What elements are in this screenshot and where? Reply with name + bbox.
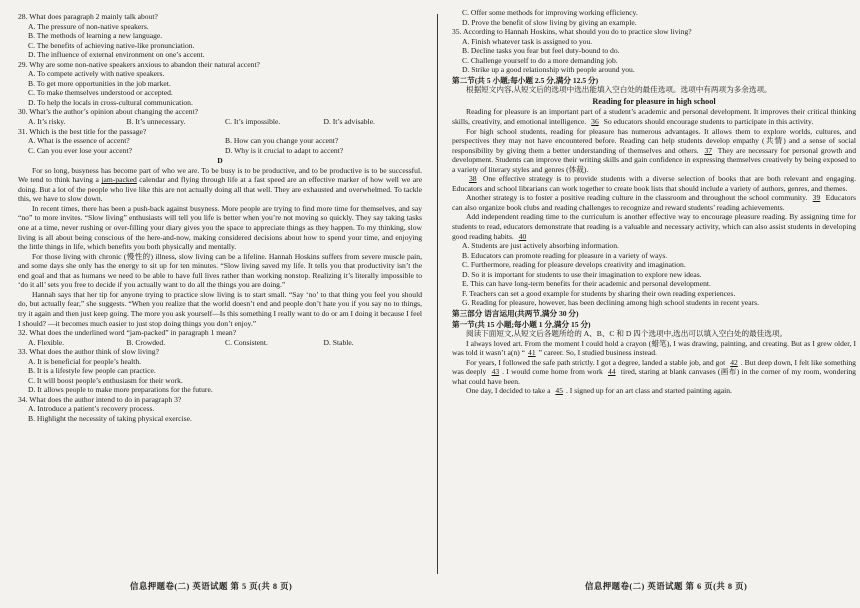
passage-d-paragraph-1: For so long, busyness has become part of who we are. To be busy is to be productive, and to be productive is to be successful. We tend to think having a jam-packed calendar and flying through life at a fast speed are an effective marker of how well we are doing. But a lot of the people who live like this are not actually doing all that well. They are exhausted and overwhelmed. To tackle this, we have to slow down. [18,165,422,204]
reading-p4-text-b: Educators can also organize book clubs and reading challenges to recognize and reward students’ reading achievements. [452,193,856,212]
q29-option-b: B. To get more opportunities in the job market. [28,78,171,88]
q32-option-a: A. Flexible. [28,337,65,347]
seven-choice-option-b: B. Educators can promote reading for pleasure in a variety of ways. [462,250,668,260]
q30-options [28,117,422,127]
q34-option-b: B. Highlight the necessity of taking physical exercise. [28,413,192,423]
question-34-stem: 34. What does the author intend to do in paragraph 3? [18,394,182,404]
q30-option-d: D. It’s advisable. [323,117,375,127]
reading-paragraph-4 [452,193,856,212]
section-2-heading: 第二节(共 5 小题;每小题 2.5 分,满分 12.5 分) [452,75,599,85]
passage-d-paragraph-4: Hannah says that her tip for anyone trying to practice slow living is to start small. “Say ‘no’ to that thing you feel you should do, but actually fear,” she suggests. “When you realize that the world doesn’t end and people don’t hate you if you say no to things, try it again and then just keep going. The more you ask yourself—Is this something I really want to do or am I doing it because I feel I should? —it becomes much easier to just stop doing things you don’t enjoy.” [18,289,422,328]
q31-option-d: D. Why is it crucial to adapt to accent? [225,145,344,155]
q31-option-a: A. What is the essence of accent? [28,136,130,146]
cloze-p2-text-c: . I would come home from work [502,367,603,377]
reading-p3-text: One effective strategy is to provide students with a diverse selection of books that are both relevant and engaging. Educators and school librarians can work together to create book lists that should include a variety of authors, genres, and themes. [452,174,856,193]
q29-option-a: A. To compete actively with native speakers. [28,69,165,79]
blank-45: 45 [555,386,563,396]
q29-option-c: C. To make themselves understood or accepted. [28,88,173,98]
q35-option-d: D. Strike up a good relationship with people around you. [462,65,635,75]
q28-option-c: C. The benefits of achieving native-like pronunciation. [28,40,195,50]
q33-option-d: D. It allows people to make more preparations for the future. [28,385,213,395]
cloze-paragraph-2 [452,358,856,387]
q31-option-b: B. How can you change your accent? [225,136,339,146]
q30-option-a: A. It’s risky. [28,117,66,127]
seven-choice-option-d: D. So it is important for students to use their imagination to explore new ideas. [462,269,702,279]
blank-37: 37 [704,145,713,155]
reading-p1-text-b: So educators should encourage students to participate in this activity. [603,117,814,127]
seven-choice-option-c: C. Furthermore, reading for pleasure develops creativity and imagination. [462,260,686,270]
q34-option-c: C. Offer some methods for improving working efficiency. [462,8,638,17]
blank-44: 44 [608,367,616,377]
q32-options [28,338,422,348]
q31-option-c: C. Can you ever lose your accent? [28,145,132,155]
reading-paragraph-3 [452,174,856,193]
blank-39: 39 [812,193,821,203]
q34-option-d: D. Prove the benefit of slow living by giving an example. [462,17,637,27]
reading-p5-text: Add independent reading time to the curriculum is another effective way to encourage pleasure reading. By assigning time for students to read, educators demonstrate that reading is a valuable and necessary activity, which can also assist students in developing good reading habits. [452,212,856,241]
blank-36: 36 [591,117,599,127]
question-30-stem: 30. What’s the author’s opinion about changing the accent? [18,107,199,117]
passage-d-paragraph-2: In recent times, there has been a push-back against busyness. More people are trying to find more time for themselves, and say “no” to more invites. “Slow living” enthusiasts will tell you life is better when you’re not moving so quickly. They say taking tasks one at a time, never rushing or over-filling your diary gives you the space to appreciate things as they happen. To my thinking, slow living is all about being conscious of the here-and-now, making considered decisions about how to spend your time, and enjoying the little things in life, which benefits you both physically and mentally. [18,203,422,252]
passage-title: Reading for pleasure in high school [592,96,716,106]
q35-option-c: C. Challenge yourself to do a more demanding job. [462,55,618,65]
passage-d-paragraph-3: For those living with chronic (慢性的) illness, slow living can be a lifeline. Hannah Hoskins suffers from severe muscle pain, and some days she only has the energy to sit up for ten minutes. “Slow living saved my life. It tells you that productivity isn’t the end goal and that as humans we need to be able to have full lives rather than working nonstop. Realizing it’s literally impossible to ‘do it all’ sets you free to decide if you actually want to do all the things you are doing.” [18,251,422,290]
blank-41: 41 [528,348,536,358]
cloze-p3-text-b: . I signed up for an art class and started painting again. [565,386,732,396]
q35-option-a: A. Finish whatever task is assigned to you. [462,36,593,46]
reading-p2-text-b: They are necessary for personal growth and development. Students can improve their writing skills and gain confidence in expressing themselves creatively by being exposed to a variety of literary styles and genres (体裁). [452,145,857,174]
q31-options-ab [28,136,422,146]
cloze-p2-text-a: For years, I followed the safe path strictly. I got a degree, landed a stable job, and got [466,357,726,367]
question-32-stem: 32. What does the underlined word “jam-packed” in paragraph 1 mean? [18,328,237,338]
q29-option-d: D. To help the locals in cross-cultural communication. [28,97,193,107]
cloze-p2-text-b: . But deep down, I felt like something was deeply [452,357,856,377]
cloze-paragraph-3 [452,386,856,396]
reading-p4-text-a: Another strategy is to foster a positive reading culture in the classroom and throughout the school community. [466,193,808,203]
section-1-instructions: 阅读下面短文,从短文后各题所给的 A、B、C 和 D 四个选项中,选出可以填入空白处的最佳选项。 [466,329,788,339]
seven-choice-option-e: E. This can have long-term benefits for their academic and personal development. [462,279,711,289]
page-footer-left: 信息押题卷(二) 英语试题 第 5 页(共 8 页) [130,582,293,591]
q33-option-a: A. It is beneficial for people’s health. [28,356,142,366]
q28-option-a: A. The pressure of non-native speakers. [28,21,149,31]
q34-option-a: A. Introduce a patient’s recovery process. [28,404,155,414]
column-divider [437,14,438,574]
page-footer-right: 信息押题卷(二) 英语试题 第 6 页(共 8 页) [585,582,748,591]
reading-p1-text-a: Reading for pleasure is an important part of a student’s academic and personal development. It improves their critical thinking skills, creativity, and emotional intelligence. [452,107,856,127]
reading-paragraph-5 [452,212,856,241]
seven-choice-option-g: G. Reading for pleasure, however, has been declining among high school students in recent years. [462,298,760,308]
q32-option-b: B. Crowded. [126,337,166,347]
blank-43: 43 [491,367,500,377]
q30-option-b: B. It’s unnecessary. [126,117,186,127]
seven-choice-option-f: F. Teachers can set a good example for students by sharing their own reading experiences. [462,288,736,298]
q35-option-b: B. Decline tasks you fear but feel duty-bound to do. [462,46,620,56]
reading-paragraph-1 [452,107,856,126]
q32-option-c: C. Consistent. [225,337,268,347]
cloze-p3-text-a: One day, I decided to take a [466,386,551,396]
underlined-word-jam-packed: jam-packed [101,175,137,185]
left-column [18,12,422,424]
question-33-stem: 33. What does the author think of slow living? [18,347,159,357]
right-column [452,8,856,396]
q28-option-b: B. The methods of learning a new language. [28,31,163,41]
seven-choice-option-a: A. Students are just actively absorbing information. [462,241,619,251]
blank-42: 42 [730,357,738,367]
q28-option-d: D. The influence of external environment on one’s accent. [28,50,205,60]
blank-38: 38 [469,174,477,184]
question-35-stem: 35. According to Hannah Hoskins, what should you do to practice slow living? [452,27,692,37]
cloze-p1-text-b: ” career. So, I studied business instead. [538,348,657,358]
q33-option-b: B. It is a lifestyle few people can practice. [28,366,156,376]
cloze-paragraph-1 [452,339,856,358]
cloze-p2-text-d: tired, staring at blank canvases (画布) in the corner of my room, wondering what could have been. [452,367,856,386]
part-3-heading: 第三部分 语言运用(共两节,满分 30 分) [452,308,579,318]
reading-paragraph-2 [452,127,856,175]
question-31-stem: 31. Which is the best title for the passage? [18,126,147,136]
q31-options-cd [28,146,422,156]
question-28-stem: 28. What does paragraph 2 mainly talk about? [18,12,158,21]
blank-40: 40 [518,231,527,241]
section-2-instructions: 根据短文内容,从短文后的选项中选出能填入空白处的最佳选项。选项中有两项为多余选项。 [466,85,772,95]
reading-p2-text-a: For high school students, reading for pleasure has numerous advantages. It allows them to explore worlds, cultures, and perspectives they may not have encountered before. Reading can help students develop empathy (共情) and a sense of social responsibility by giving them a better understanding of themselves and others. [452,126,856,155]
q32-option-d: D. Stable. [323,337,354,347]
section-1-heading: 第一节(共 15 小题;每小题 1 分,满分 15 分) [452,319,591,329]
question-29-stem: 29. Why are some non-native speakers anxious to abandon their natural accent? [18,59,260,69]
q33-option-c: C. It will boost people’s enthusiasm for their work. [28,375,183,385]
cloze-p1-text-a: I always loved art. From the moment I could hold a crayon (蜡笔), I was drawing, painting, and creating. But as I grew older, I was told it wasn’t a(n) “ [452,338,856,358]
q30-option-c: C. It’s impossible. [225,117,281,127]
passage-label: D [217,156,223,166]
